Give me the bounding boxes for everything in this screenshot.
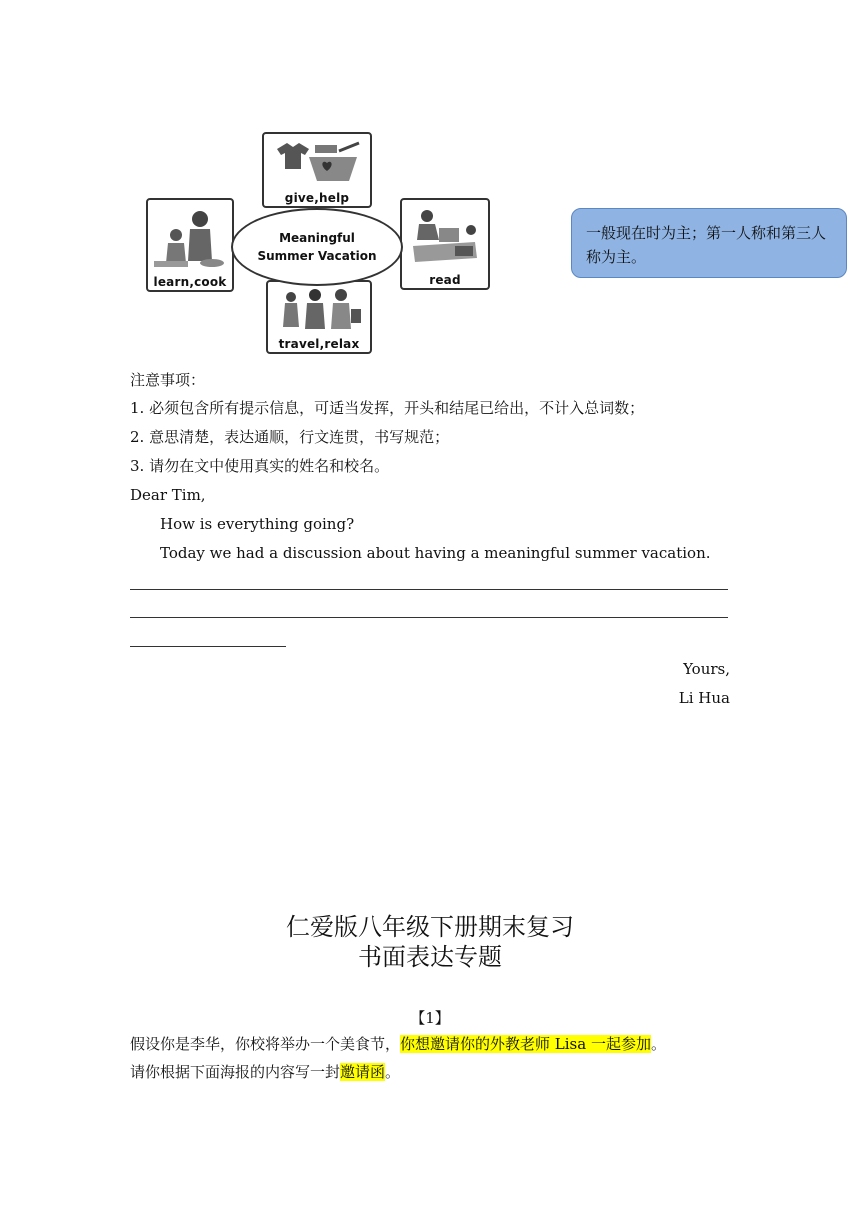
- answer-line: [130, 589, 728, 590]
- travelers-icon: [268, 282, 370, 337]
- letter-line: How is everything going?: [160, 515, 355, 533]
- highlighted-text: 邀请函: [340, 1063, 386, 1081]
- read-box: [400, 198, 490, 290]
- prompt-paragraph-line1: [130, 1034, 666, 1054]
- center-topic-ellipse: [231, 208, 403, 286]
- mind-map-figure: [140, 128, 492, 354]
- prompt-text: 。: [385, 1063, 401, 1081]
- section-title: 仁爱版八年级下册期末复习: [286, 913, 574, 941]
- section-subtitle: 书面表达专题: [358, 943, 502, 971]
- prompt-text: 假设你是李华，你校将举办一个美食节，: [130, 1035, 401, 1053]
- prompt-paragraph-line2: [130, 1062, 400, 1082]
- answer-line: [130, 617, 728, 618]
- letter-salutation: Dear Tim,: [130, 486, 206, 504]
- note-item: 3. 请勿在文中使用真实的姓名和校名。: [130, 457, 390, 475]
- learn-cook-box: [146, 198, 234, 292]
- prompt-text: 。: [650, 1035, 666, 1053]
- give-help-box: [262, 132, 372, 208]
- notes-heading: 注意事项：: [130, 371, 206, 389]
- note-item: 2. 意思清楚，表达通顺，行文连贯，书写规范；: [130, 428, 450, 446]
- answer-line: [130, 646, 286, 647]
- letter-closing: Yours,: [683, 660, 730, 678]
- travel-relax-box: [266, 280, 372, 354]
- highlighted-text: 你想邀请你的外教老师 Lisa 一起参加: [400, 1035, 651, 1053]
- tense-hint-callout: 一般现在时为主；第一人称和第三人称为主。: [571, 208, 847, 278]
- read-label: read: [429, 273, 461, 287]
- cooking-icon: [148, 200, 232, 275]
- center-topic-line1: Meaningful: [279, 231, 355, 245]
- give-help-label: give,help: [284, 191, 350, 205]
- donation-basket-icon: [264, 134, 370, 191]
- question-number: 【1】: [410, 1009, 450, 1027]
- learn-cook-label: learn,cook: [153, 275, 227, 289]
- note-item: 1. 必须包含所有提示信息，可适当发挥，开头和结尾已给出，不计入总词数；: [130, 399, 645, 417]
- reading-icon: [402, 200, 488, 273]
- letter-signature: Li Hua: [678, 689, 730, 707]
- travel-relax-label: travel,relax: [278, 337, 360, 351]
- prompt-text: 请你根据下面海报的内容写一封: [130, 1063, 341, 1081]
- letter-line: Today we had a discussion about having a meaningful summer vacation.: [160, 544, 711, 562]
- center-topic-line2: Summer Vacation: [257, 249, 377, 263]
